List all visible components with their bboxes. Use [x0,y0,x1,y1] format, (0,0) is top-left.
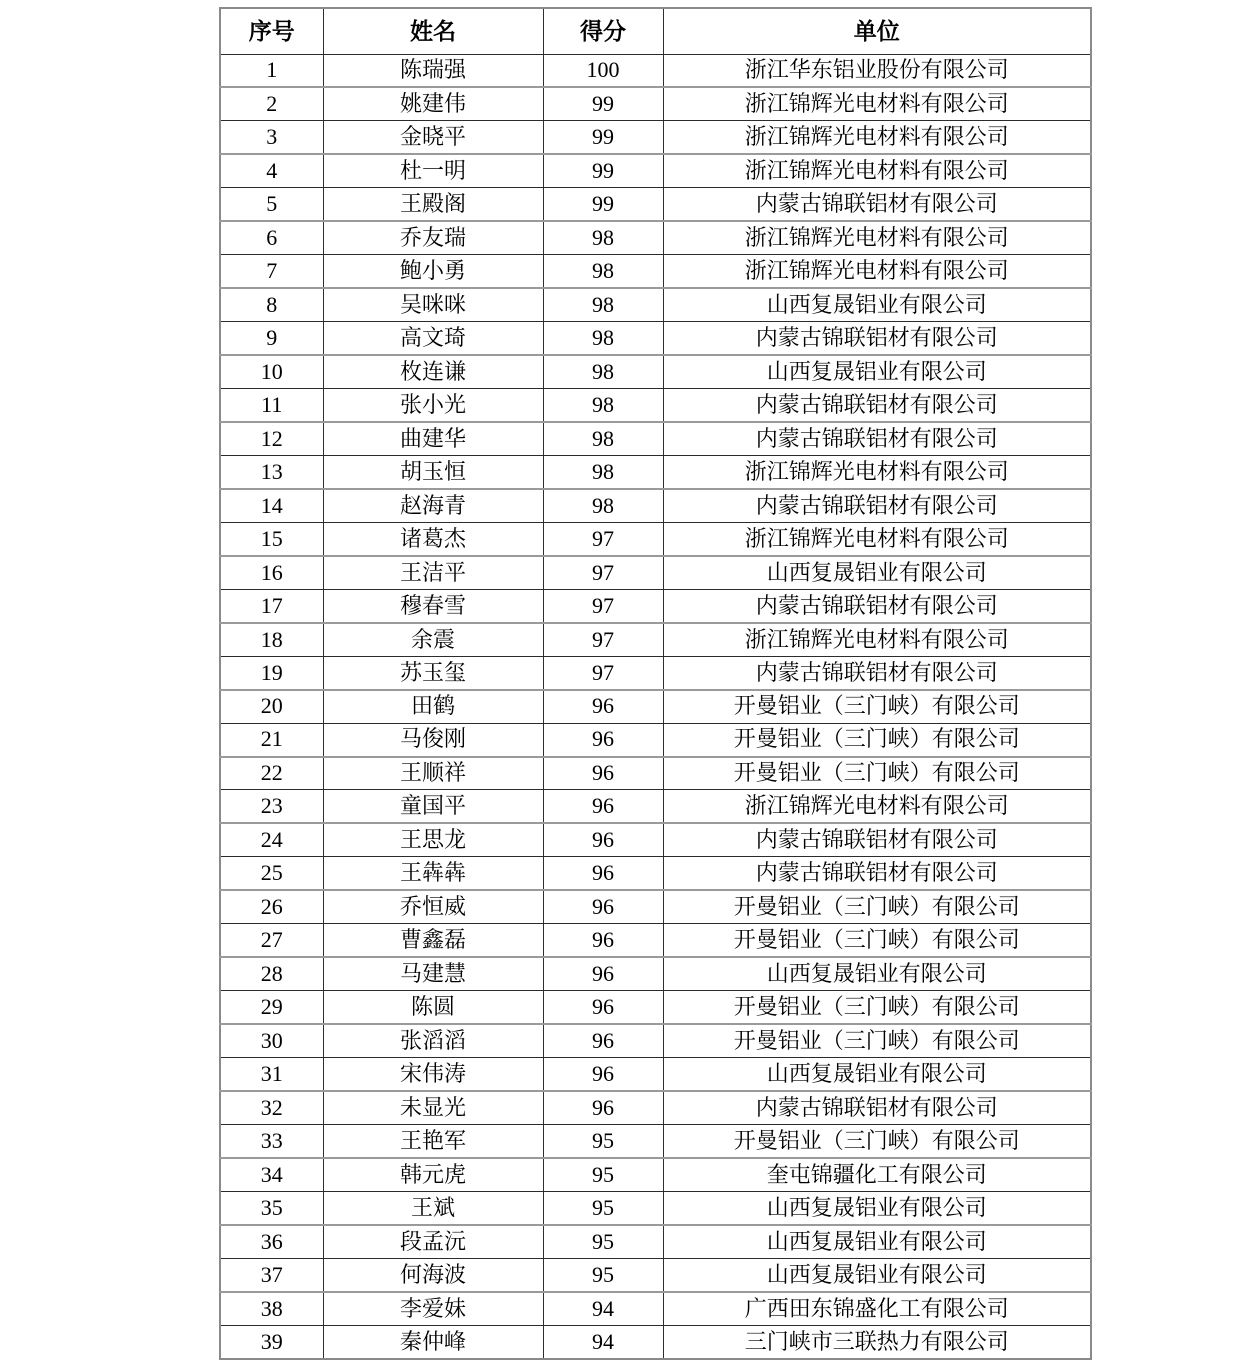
cell-no: 2 [220,87,323,120]
cell-unit: 山西复晟铝业有限公司 [663,1058,1091,1091]
table-row [220,823,1091,856]
cell-score: 97 [543,656,663,689]
table-row [220,1191,1091,1224]
cell-no: 4 [220,154,323,187]
cell-score: 100 [543,54,663,87]
cell-unit: 浙江锦辉光电材料有限公司 [663,221,1091,254]
cell-no: 20 [220,690,323,723]
cell-score: 98 [543,422,663,455]
table-row [220,455,1091,488]
cell-name: 段孟沅 [323,1225,543,1258]
cell-name: 马俊刚 [323,723,543,756]
cell-name: 李爱妹 [323,1292,543,1325]
cell-score: 96 [543,890,663,923]
cell-name: 陈圆 [323,991,543,1024]
cell-score: 97 [543,589,663,622]
cell-score: 98 [543,389,663,422]
cell-no: 11 [220,389,323,422]
cell-unit: 开曼铝业（三门峡）有限公司 [663,924,1091,957]
cell-name: 宋伟涛 [323,1058,543,1091]
cell-score: 96 [543,1091,663,1124]
cell-no: 26 [220,890,323,923]
cell-name: 王艳军 [323,1125,543,1158]
cell-no: 10 [220,355,323,388]
cell-score: 94 [543,1325,663,1359]
cell-name: 金晓平 [323,121,543,154]
table-row [220,1058,1091,1091]
cell-no: 6 [220,221,323,254]
table-row [220,589,1091,622]
cell-name: 韩元虎 [323,1158,543,1191]
cell-name: 未显光 [323,1091,543,1124]
cell-name: 杜一明 [323,154,543,187]
cell-unit: 浙江锦辉光电材料有限公司 [663,455,1091,488]
cell-unit: 内蒙古锦联铝材有限公司 [663,489,1091,522]
cell-score: 96 [543,991,663,1024]
cell-name: 吴咪咪 [323,288,543,321]
cell-no: 17 [220,589,323,622]
cell-no: 29 [220,991,323,1024]
cell-score: 99 [543,188,663,221]
cell-name: 何海波 [323,1258,543,1291]
cell-unit: 山西复晟铝业有限公司 [663,288,1091,321]
cell-no: 8 [220,288,323,321]
header-no: 序号 [220,8,323,54]
cell-name: 王思龙 [323,823,543,856]
cell-unit: 开曼铝业（三门峡）有限公司 [663,723,1091,756]
cell-unit: 内蒙古锦联铝材有限公司 [663,1091,1091,1124]
cell-unit: 浙江锦辉光电材料有限公司 [663,790,1091,823]
cell-name: 苏玉玺 [323,656,543,689]
cell-score: 98 [543,288,663,321]
cell-unit: 浙江锦辉光电材料有限公司 [663,87,1091,120]
cell-unit: 开曼铝业（三门峡）有限公司 [663,1125,1091,1158]
cell-no: 36 [220,1225,323,1258]
table-row [220,154,1091,187]
cell-name: 王斌 [323,1191,543,1224]
cell-no: 16 [220,556,323,589]
table-row [220,1024,1091,1057]
cell-score: 96 [543,857,663,890]
table-row [220,790,1091,823]
table-row [220,757,1091,790]
table-row [220,188,1091,221]
cell-score: 95 [543,1258,663,1291]
cell-unit: 广西田东锦盛化工有限公司 [663,1292,1091,1325]
table-row [220,556,1091,589]
table-body [220,54,1091,1359]
cell-score: 97 [543,522,663,555]
cell-name: 曲建华 [323,422,543,455]
table-row [220,1091,1091,1124]
cell-no: 25 [220,857,323,890]
cell-unit: 山西复晟铝业有限公司 [663,1225,1091,1258]
cell-unit: 内蒙古锦联铝材有限公司 [663,188,1091,221]
cell-name: 诸葛杰 [323,522,543,555]
cell-unit: 浙江锦辉光电材料有限公司 [663,255,1091,288]
cell-score: 96 [543,757,663,790]
cell-score: 98 [543,455,663,488]
table-row [220,255,1091,288]
table-row [220,422,1091,455]
cell-name: 张小光 [323,389,543,422]
cell-no: 7 [220,255,323,288]
cell-score: 96 [543,690,663,723]
cell-score: 96 [543,957,663,990]
cell-no: 21 [220,723,323,756]
cell-name: 枚连谦 [323,355,543,388]
cell-score: 98 [543,489,663,522]
cell-name: 姚建伟 [323,87,543,120]
cell-score: 99 [543,121,663,154]
cell-no: 35 [220,1191,323,1224]
table-row [220,1325,1091,1359]
cell-unit: 开曼铝业（三门峡）有限公司 [663,890,1091,923]
cell-score: 95 [543,1191,663,1224]
cell-no: 18 [220,623,323,656]
cell-score: 96 [543,823,663,856]
cell-no: 23 [220,790,323,823]
cell-no: 39 [220,1325,323,1359]
cell-no: 1 [220,54,323,87]
cell-name: 张滔滔 [323,1024,543,1057]
cell-name: 童国平 [323,790,543,823]
cell-name: 王顺祥 [323,757,543,790]
table-row [220,957,1091,990]
cell-name: 赵海青 [323,489,543,522]
cell-score: 96 [543,924,663,957]
cell-unit: 山西复晟铝业有限公司 [663,556,1091,589]
cell-no: 5 [220,188,323,221]
cell-unit: 内蒙古锦联铝材有限公司 [663,823,1091,856]
cell-name: 田鹤 [323,690,543,723]
table-row [220,322,1091,355]
cell-unit: 开曼铝业（三门峡）有限公司 [663,991,1091,1024]
table-row [220,991,1091,1024]
cell-name: 曹鑫磊 [323,924,543,957]
cell-unit: 三门峡市三联热力有限公司 [663,1325,1091,1359]
cell-name: 高文琦 [323,322,543,355]
table-row [220,1125,1091,1158]
cell-unit: 山西复晟铝业有限公司 [663,1258,1091,1291]
cell-name: 穆春雪 [323,589,543,622]
table-row [220,389,1091,422]
table-row [220,522,1091,555]
header-score: 得分 [543,8,663,54]
table-row [220,489,1091,522]
table-row [220,221,1091,254]
cell-score: 94 [543,1292,663,1325]
cell-no: 3 [220,121,323,154]
cell-score: 99 [543,154,663,187]
cell-name: 乔恒威 [323,890,543,923]
table-row [220,355,1091,388]
cell-score: 98 [543,355,663,388]
cell-unit: 开曼铝业（三门峡）有限公司 [663,690,1091,723]
table-row [220,690,1091,723]
table-row [220,1225,1091,1258]
cell-score: 97 [543,556,663,589]
cell-name: 鲍小勇 [323,255,543,288]
cell-score: 98 [543,322,663,355]
cell-no: 13 [220,455,323,488]
cell-score: 95 [543,1225,663,1258]
cell-no: 27 [220,924,323,957]
cell-unit: 内蒙古锦联铝材有限公司 [663,589,1091,622]
cell-unit: 浙江锦辉光电材料有限公司 [663,623,1091,656]
cell-unit: 开曼铝业（三门峡）有限公司 [663,757,1091,790]
table-row [220,656,1091,689]
cell-no: 22 [220,757,323,790]
cell-no: 15 [220,522,323,555]
cell-unit: 开曼铝业（三门峡）有限公司 [663,1024,1091,1057]
cell-no: 12 [220,422,323,455]
table-row [220,857,1091,890]
cell-no: 19 [220,656,323,689]
cell-name: 胡玉恒 [323,455,543,488]
table-header-row [220,8,1091,54]
cell-name: 乔友瑞 [323,221,543,254]
cell-name: 王犇犇 [323,857,543,890]
cell-name: 陈瑞强 [323,54,543,87]
cell-no: 31 [220,1058,323,1091]
cell-no: 9 [220,322,323,355]
cell-unit: 山西复晟铝业有限公司 [663,1191,1091,1224]
cell-no: 32 [220,1091,323,1124]
table-row [220,723,1091,756]
table-row [220,924,1091,957]
cell-score: 96 [543,1024,663,1057]
cell-score: 98 [543,255,663,288]
cell-score: 95 [543,1158,663,1191]
cell-score: 96 [543,723,663,756]
cell-unit: 内蒙古锦联铝材有限公司 [663,656,1091,689]
cell-unit: 内蒙古锦联铝材有限公司 [663,857,1091,890]
cell-score: 95 [543,1125,663,1158]
cell-score: 98 [543,221,663,254]
cell-score: 97 [543,623,663,656]
cell-score: 99 [543,87,663,120]
table-row [220,54,1091,87]
cell-no: 30 [220,1024,323,1057]
cell-score: 96 [543,1058,663,1091]
table-row [220,288,1091,321]
cell-name: 马建慧 [323,957,543,990]
cell-no: 37 [220,1258,323,1291]
cell-name: 王洁平 [323,556,543,589]
cell-name: 余震 [323,623,543,656]
table-row [220,1292,1091,1325]
cell-unit: 内蒙古锦联铝材有限公司 [663,322,1091,355]
header-name: 姓名 [323,8,543,54]
table-row [220,87,1091,120]
table-row [220,1158,1091,1191]
cell-no: 28 [220,957,323,990]
table-row [220,1258,1091,1291]
cell-no: 38 [220,1292,323,1325]
table-row [220,890,1091,923]
cell-unit: 内蒙古锦联铝材有限公司 [663,422,1091,455]
score-table [219,7,1092,1360]
cell-no: 24 [220,823,323,856]
cell-no: 33 [220,1125,323,1158]
cell-no: 34 [220,1158,323,1191]
cell-name: 王殿阁 [323,188,543,221]
cell-unit: 山西复晟铝业有限公司 [663,355,1091,388]
cell-unit: 浙江华东铝业股份有限公司 [663,54,1091,87]
cell-unit: 奎屯锦疆化工有限公司 [663,1158,1091,1191]
cell-unit: 内蒙古锦联铝材有限公司 [663,389,1091,422]
cell-unit: 浙江锦辉光电材料有限公司 [663,121,1091,154]
header-unit: 单位 [663,8,1091,54]
table-row [220,121,1091,154]
cell-no: 14 [220,489,323,522]
cell-unit: 浙江锦辉光电材料有限公司 [663,154,1091,187]
cell-score: 96 [543,790,663,823]
table-row [220,623,1091,656]
cell-unit: 山西复晟铝业有限公司 [663,957,1091,990]
cell-name: 秦仲峰 [323,1325,543,1359]
cell-unit: 浙江锦辉光电材料有限公司 [663,522,1091,555]
